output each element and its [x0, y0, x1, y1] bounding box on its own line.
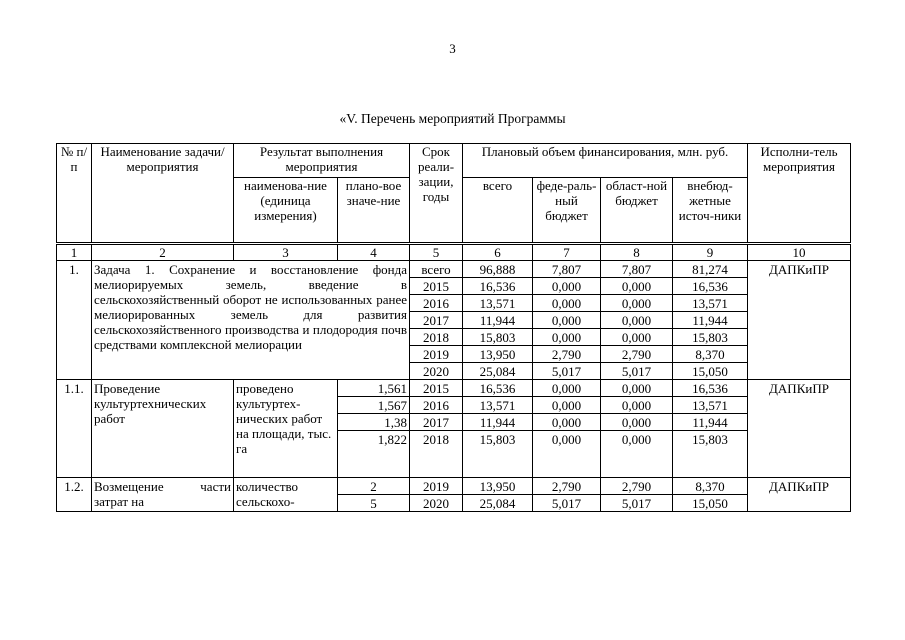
header-extrabudget: внебюд-жетные источ-ники	[673, 178, 748, 244]
year-cell: 2017	[410, 312, 463, 329]
regional-cell: 0,000	[601, 295, 673, 312]
year-cell: 2019	[410, 478, 463, 495]
total-cell: 15,803	[463, 431, 533, 478]
regional-cell: 0,000	[601, 278, 673, 295]
executor-cell: ДАПКиПР	[748, 380, 851, 478]
year-cell: 2017	[410, 414, 463, 431]
item-num: 1.1.	[57, 380, 92, 478]
program-table	[56, 143, 851, 512]
regional-cell: 0,000	[601, 414, 673, 431]
year-cell: 2015	[410, 380, 463, 397]
plan-value: 1,822	[338, 431, 410, 478]
col-number: 6	[463, 244, 533, 261]
col-number: 10	[748, 244, 851, 261]
extra-cell: 11,944	[673, 312, 748, 329]
extra-cell: 11,944	[673, 414, 748, 431]
regional-cell: 0,000	[601, 380, 673, 397]
extra-cell: 8,370	[673, 346, 748, 363]
total-cell: 13,950	[463, 478, 533, 495]
total-cell: 96,888	[463, 261, 533, 278]
federal-cell: 2,790	[533, 346, 601, 363]
extra-cell: 15,050	[673, 363, 748, 380]
result-name: количество сельскохо-	[234, 478, 338, 512]
total-cell: 15,803	[463, 329, 533, 346]
total-cell: 13,950	[463, 346, 533, 363]
item-name: Возмещение части затрат на	[92, 478, 234, 512]
year-cell: 2016	[410, 295, 463, 312]
regional-cell: 0,000	[601, 431, 673, 478]
year-cell: 2020	[410, 363, 463, 380]
header-executor: Исполни-тель мероприятия	[748, 144, 851, 244]
col-number: 7	[533, 244, 601, 261]
extra-cell: 15,803	[673, 431, 748, 478]
regional-cell: 0,000	[601, 397, 673, 414]
total-cell: 11,944	[463, 414, 533, 431]
year-cell: 2018	[410, 329, 463, 346]
regional-cell: 7,807	[601, 261, 673, 278]
regional-cell: 0,000	[601, 312, 673, 329]
page-number: 3	[449, 41, 456, 56]
header-total: всего	[463, 178, 533, 244]
col-number: 8	[601, 244, 673, 261]
header-task-name: Наименование задачи/ мероприятия	[92, 144, 234, 244]
total-cell: 25,084	[463, 363, 533, 380]
col-number: 1	[57, 244, 92, 261]
extra-cell: 16,536	[673, 278, 748, 295]
extra-cell: 13,571	[673, 295, 748, 312]
federal-cell: 0,000	[533, 295, 601, 312]
year-cell: 2016	[410, 397, 463, 414]
year-cell: 2019	[410, 346, 463, 363]
result-name: проведено культуртех-нических работ на площади, тыс. га	[234, 380, 338, 478]
header-result-name: наименова-ние (единица измерения)	[234, 178, 338, 244]
plan-value: 1,567	[338, 397, 410, 414]
total-cell: 13,571	[463, 397, 533, 414]
federal-cell: 0,000	[533, 414, 601, 431]
plan-value: 1,38	[338, 414, 410, 431]
header-federal: феде-раль-ный бюджет	[533, 178, 601, 244]
header-result: Результат выполнения мероприятия	[234, 144, 410, 178]
task-num: 1.	[57, 261, 92, 380]
federal-cell: 0,000	[533, 278, 601, 295]
regional-cell: 5,017	[601, 495, 673, 512]
extra-cell: 15,050	[673, 495, 748, 512]
col-number: 5	[410, 244, 463, 261]
extra-cell: 81,274	[673, 261, 748, 278]
extra-cell: 8,370	[673, 478, 748, 495]
federal-cell: 0,000	[533, 380, 601, 397]
executor-cell: ДАПКиПР	[748, 478, 851, 512]
federal-cell: 0,000	[533, 312, 601, 329]
regional-cell: 2,790	[601, 478, 673, 495]
header-regional: област-ной бюджет	[601, 178, 673, 244]
extra-cell: 13,571	[673, 397, 748, 414]
regional-cell: 2,790	[601, 346, 673, 363]
total-cell: 13,571	[463, 295, 533, 312]
federal-cell: 7,807	[533, 261, 601, 278]
plan-value: 5	[338, 495, 410, 512]
year-cell: всего	[410, 261, 463, 278]
col-number: 9	[673, 244, 748, 261]
federal-cell: 0,000	[533, 431, 601, 478]
total-cell: 25,084	[463, 495, 533, 512]
federal-cell: 5,017	[533, 495, 601, 512]
header-financing: Плановый объем финансирования, млн. руб.	[463, 144, 748, 178]
task-name: Задача 1. Сохранение и восстановление фонда мелиорируемых земель, введение в сельскохозяйственный оборот не использованных ранее мелиорированных земель для развития сельскохозяйственного производства и плодородия почв средствами комплексной мелиорации	[92, 261, 410, 380]
section-heading: «V. Перечень мероприятий Программы	[339, 111, 566, 126]
extra-cell: 16,536	[673, 380, 748, 397]
regional-cell: 5,017	[601, 363, 673, 380]
regional-cell: 0,000	[601, 329, 673, 346]
year-cell: 2020	[410, 495, 463, 512]
header-result-plan: плано-вое значе-ние	[338, 178, 410, 244]
year-cell: 2018	[410, 431, 463, 478]
plan-value: 1,561	[338, 380, 410, 397]
federal-cell: 5,017	[533, 363, 601, 380]
plan-value: 2	[338, 478, 410, 495]
col-number: 3	[234, 244, 338, 261]
total-cell: 11,944	[463, 312, 533, 329]
col-number: 4	[338, 244, 410, 261]
federal-cell: 0,000	[533, 329, 601, 346]
federal-cell: 0,000	[533, 397, 601, 414]
year-cell: 2015	[410, 278, 463, 295]
item-name: Проведение культуртехнических работ	[92, 380, 234, 478]
federal-cell: 2,790	[533, 478, 601, 495]
col-number: 2	[92, 244, 234, 261]
executor-cell: ДАПКиПР	[748, 261, 851, 380]
extra-cell: 15,803	[673, 329, 748, 346]
total-cell: 16,536	[463, 380, 533, 397]
header-num: № п/п	[57, 144, 92, 244]
item-num: 1.2.	[57, 478, 92, 512]
total-cell: 16,536	[463, 278, 533, 295]
header-term: Срок реали-зации, годы	[410, 144, 463, 244]
